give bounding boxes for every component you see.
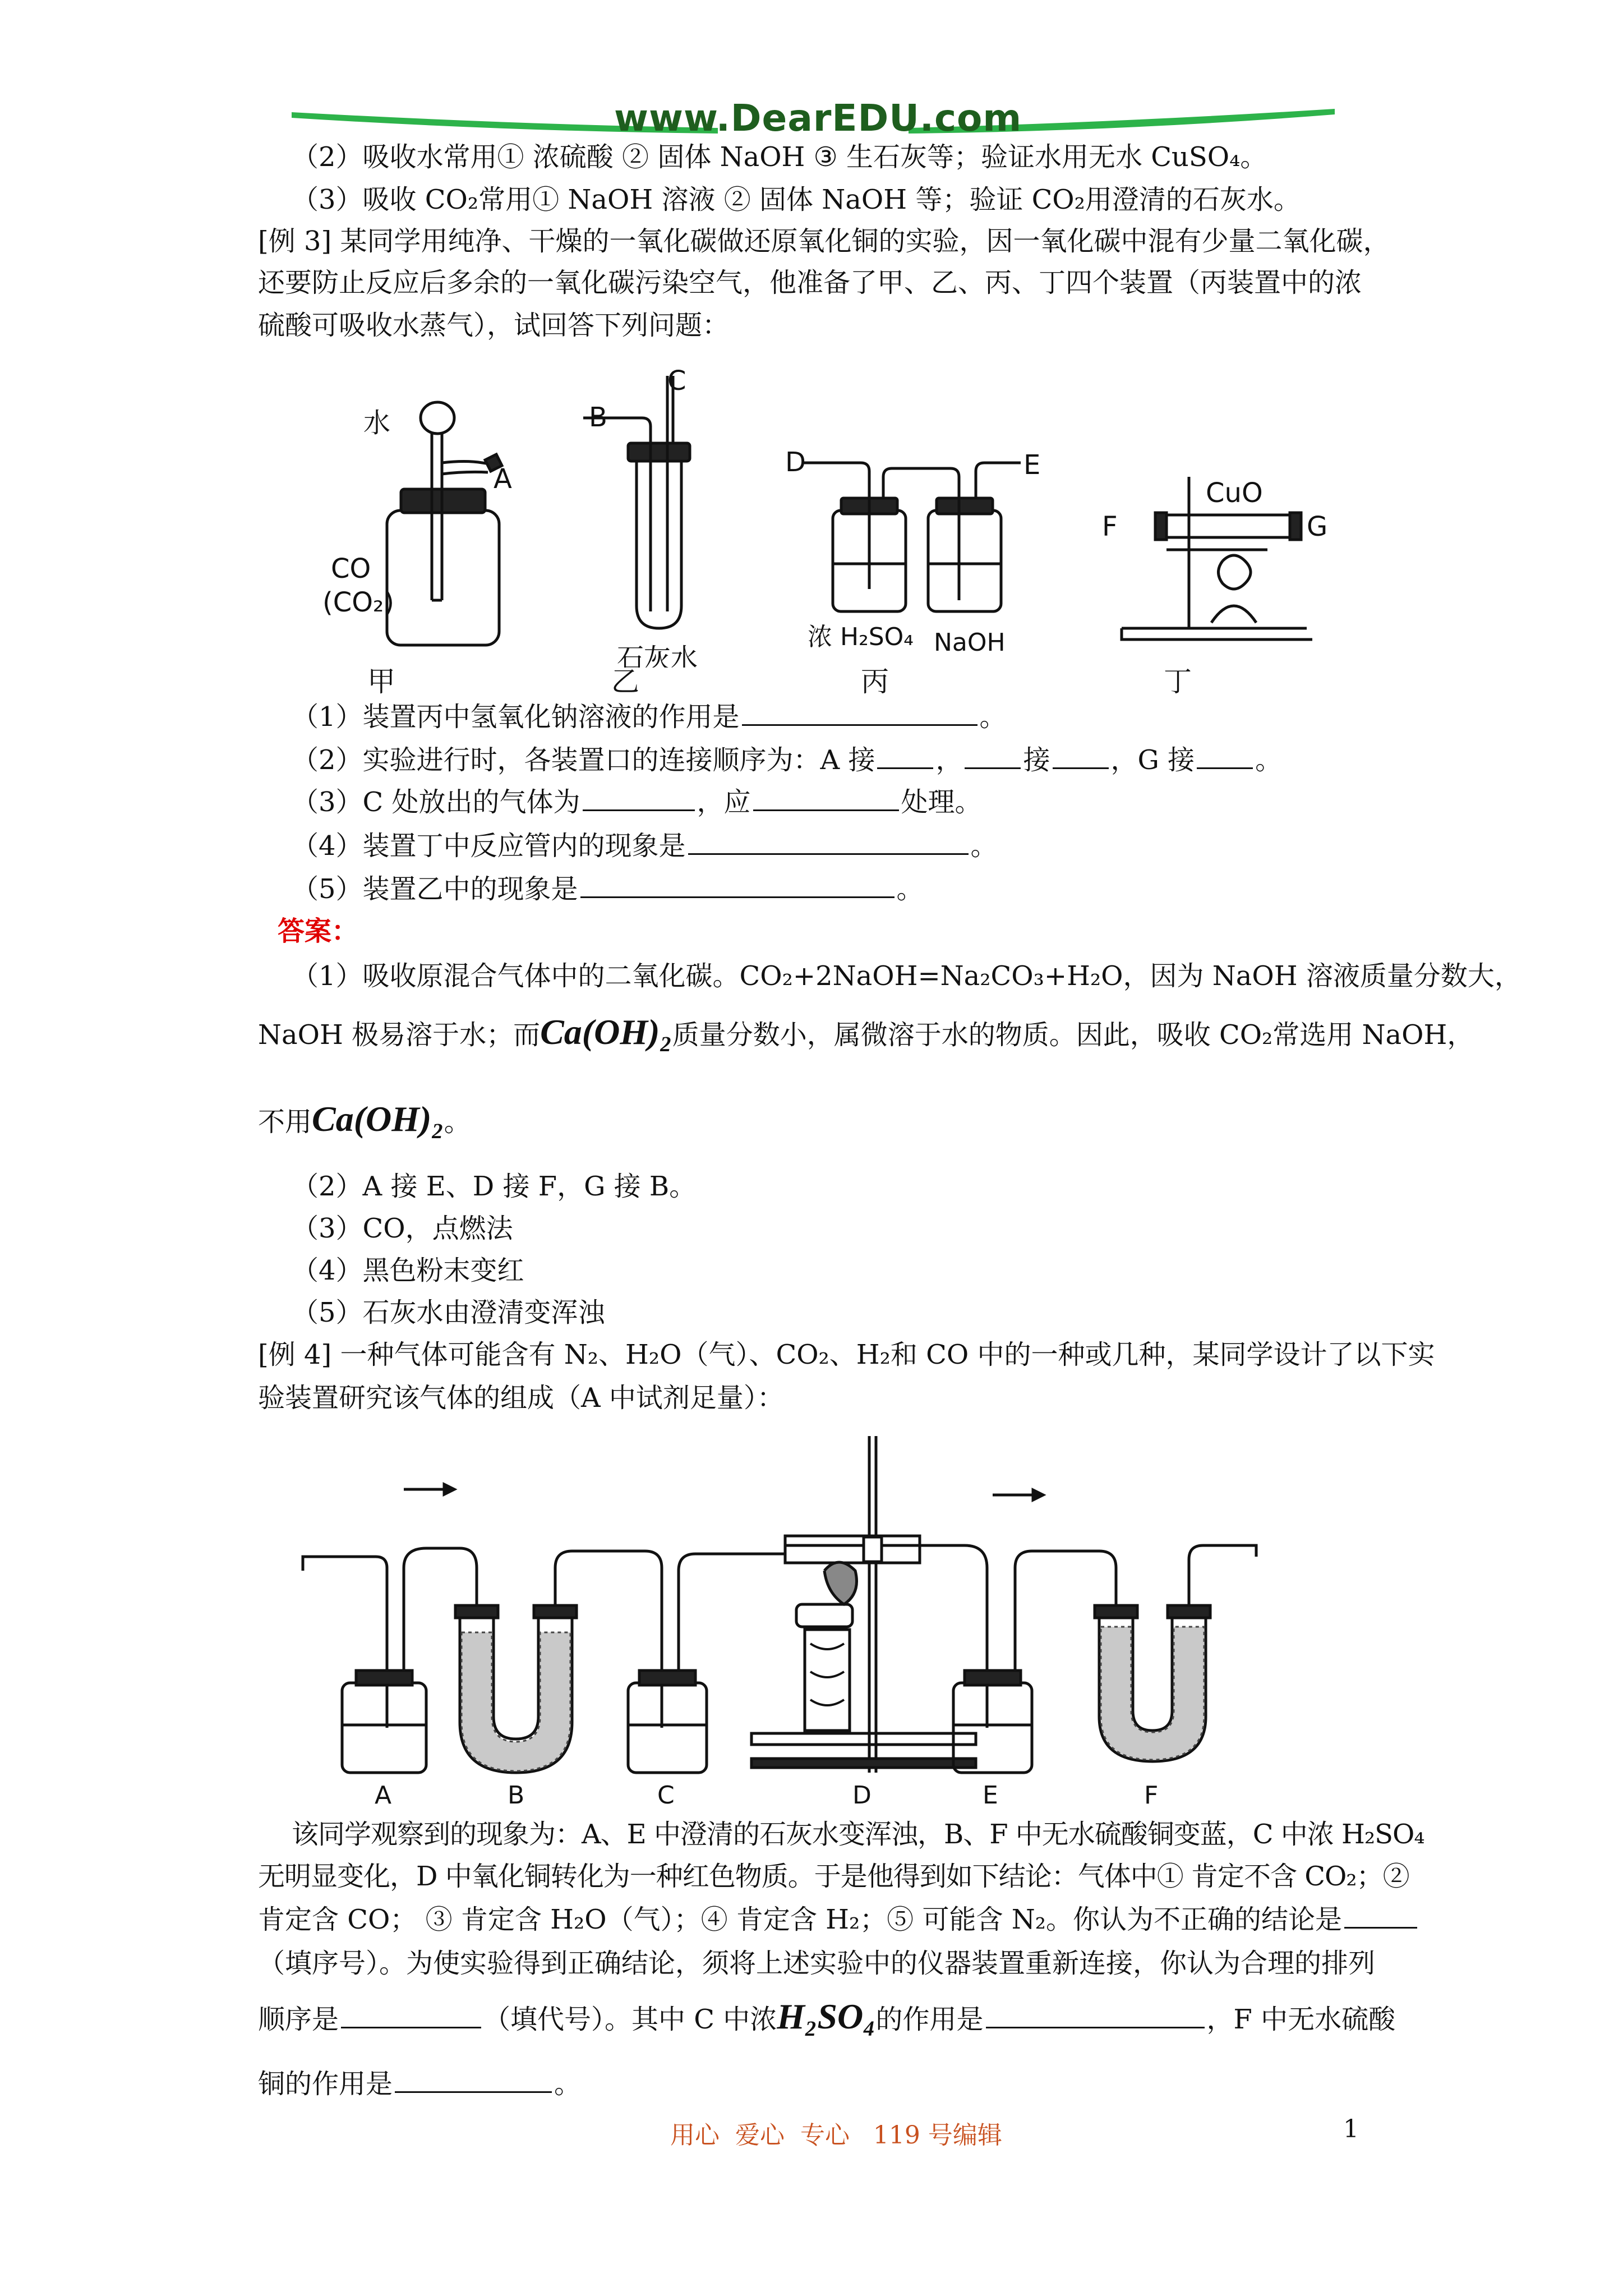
answer-heading: 答案： [278,915,359,947]
label-E: E [1023,449,1041,481]
answer-blank[interactable] [965,745,1021,769]
observation-line: 铜的作用是 。 [258,2068,582,2100]
apparatus-F [1095,1545,1256,1761]
apparatus-B [455,1551,662,1773]
caption-yi: 乙 [611,665,639,698]
answer-1-cont: NaOH 极易溶于水；而Ca(OH)₂质量分数小，属微溶于水的物质。因此，吸收 CO₂常选用 NaOH， [258,1012,1474,1052]
answer-blank[interactable] [688,831,969,855]
formula-caoh2: Ca(OH)₂ [312,1099,444,1139]
label-D: D [852,1781,872,1806]
answer-1-end: 不用Ca(OH)₂。 [258,1099,471,1139]
observation-line: 顺序是 （填代号）。其中 C 中浓H₂SO₄的作用是 ，F 中无水硫酸 [258,1996,1396,2036]
apparatus-E [953,1551,1116,1773]
answer-blank[interactable] [1344,1904,1417,1929]
apparatus-A [342,1548,477,1773]
observation-line: 该同学观察到的现象为：A、E 中澄清的石灰水变浑浊，B、F 中无水硫酸铜变蓝，C 中浓 H₂SO₄ [292,1819,1424,1850]
answer-blank[interactable] [1053,745,1109,769]
label-F: F [1102,511,1118,542]
question-4: （4）装置丁中反应管内的现象是 。 [292,830,998,862]
apparatus-jia [387,402,502,645]
answer-3: （3）CO，点燃法 [292,1213,513,1244]
answer-blank[interactable] [341,2004,481,2028]
text-line: 硫酸可吸收水蒸气），试回答下列问题： [258,310,730,341]
text-line: （2）吸收水常用① 浓硫酸 ② 固体 NaOH ③ 生石灰等；验证水用无水 CuSO₄。 [292,141,1267,173]
caption-ding: 丁 [1164,665,1192,698]
answer-1: （1）吸收原混合气体中的二氧化碳。CO₂+2NaOH=Na₂CO₃+H₂O，因为 NaOH 溶液质量分数大， [292,960,1521,992]
label-C: C [657,1781,675,1806]
caption-jia: 甲 [367,665,395,698]
question-2: （2）实验进行时，各装置口的连接顺序为：A 接 ， 接 ，G 接 。 [292,744,1283,776]
observation-line: （填序号）。为使实验得到正确结论，须将上述实验中的仪器装置重新连接，你认为合理的排列 [258,1948,1376,1979]
answer-2: （2）A 接 E、D 接 F，G 接 B。 [292,1171,697,1202]
label-co: CO [331,553,371,585]
apparatus-figure-1 [314,365,1352,668]
label-E: E [983,1781,998,1806]
label-D: D [785,447,806,478]
answer-blank[interactable] [580,874,895,898]
formula-h2so4: H₂SO₄ [777,1996,876,2036]
observation-line: 肯定含 CO； ③ 肯定含 H₂O（气）；④ 肯定含 H₂；⑤ 可能含 N₂。你认为不正确的结论是 [258,1903,1419,1936]
apparatus-D [751,1436,987,1773]
answer-blank[interactable] [395,2069,552,2093]
answer-4: （4）黑色粉末变红 [292,1255,524,1286]
page-number: 1 [1343,2115,1359,2143]
question-5: （5）装置乙中的现象是 。 [292,873,924,905]
label-G: G [1307,511,1328,542]
label-F: F [1144,1781,1159,1806]
answer-blank[interactable] [1197,745,1253,769]
label-C: C [667,365,686,397]
answer-blank[interactable] [753,787,899,811]
label-co2: (CO₂) [322,587,394,618]
caption-bing: 丙 [861,665,889,698]
observation-line: 无明显变化，D 中氧化铜转化为一种红色物质。于是他得到如下结论：气体中① 肯定不含 CO₂；② [258,1861,1409,1892]
site-title[interactable]: www.DearEDU.com [614,96,1022,140]
question-1: （1）装置丙中氢氧化钠溶液的作用是 。 [292,701,1007,733]
answer-blank[interactable] [742,702,978,726]
text-line: 还要防止反应后多余的一氧化碳污染空气，他准备了甲、乙、丙、丁四个装置（丙装置中的浓 [258,267,1362,298]
text-line: （3）吸收 CO₂常用① NaOH 溶液 ② 固体 NaOH 等；验证 CO₂用澄清的石灰水。 [292,184,1301,215]
label-A: A [375,1781,392,1806]
footer-text: 用心 爱心 专心 119 号编辑 [670,2121,1002,2150]
example-3-title: [例 3] 某同学用纯净、干燥的一氧化碳做还原氧化铜的实验，因一氧化碳中混有少量二氧化碳， [258,226,1390,257]
formula-caoh2: Ca(OH)₂ [540,1012,672,1052]
label-B: B [589,402,607,433]
label-naoh: NaOH [934,628,1006,657]
label-limewater: 石灰水 [617,643,698,668]
answer-5: （5）石灰水由澄清变浑浊 [292,1297,605,1328]
answer-blank[interactable] [583,787,695,811]
apparatus-figure-2 [292,1436,1346,1806]
question-3: （3）C 处放出的气体为 ，应 处理。 [292,786,982,818]
label-cuo: CuO [1206,477,1263,509]
example-4-title: [例 4] 一种气体可能含有 N₂、H₂O（气）、CO₂、H₂和 CO 中的一种或几种，某同学设计了以下实 [258,1339,1435,1370]
label-h2so4: 浓 H₂SO₄ [808,623,914,651]
answer-blank[interactable] [986,2004,1205,2028]
label-water: 水 [363,407,391,439]
text-line: 验装置研究该气体的组成（A 中试剂足量）： [258,1382,784,1414]
answer-blank[interactable] [877,745,933,769]
apparatus-bing [802,463,1021,611]
label-B: B [508,1781,525,1806]
label-A: A [494,463,512,495]
